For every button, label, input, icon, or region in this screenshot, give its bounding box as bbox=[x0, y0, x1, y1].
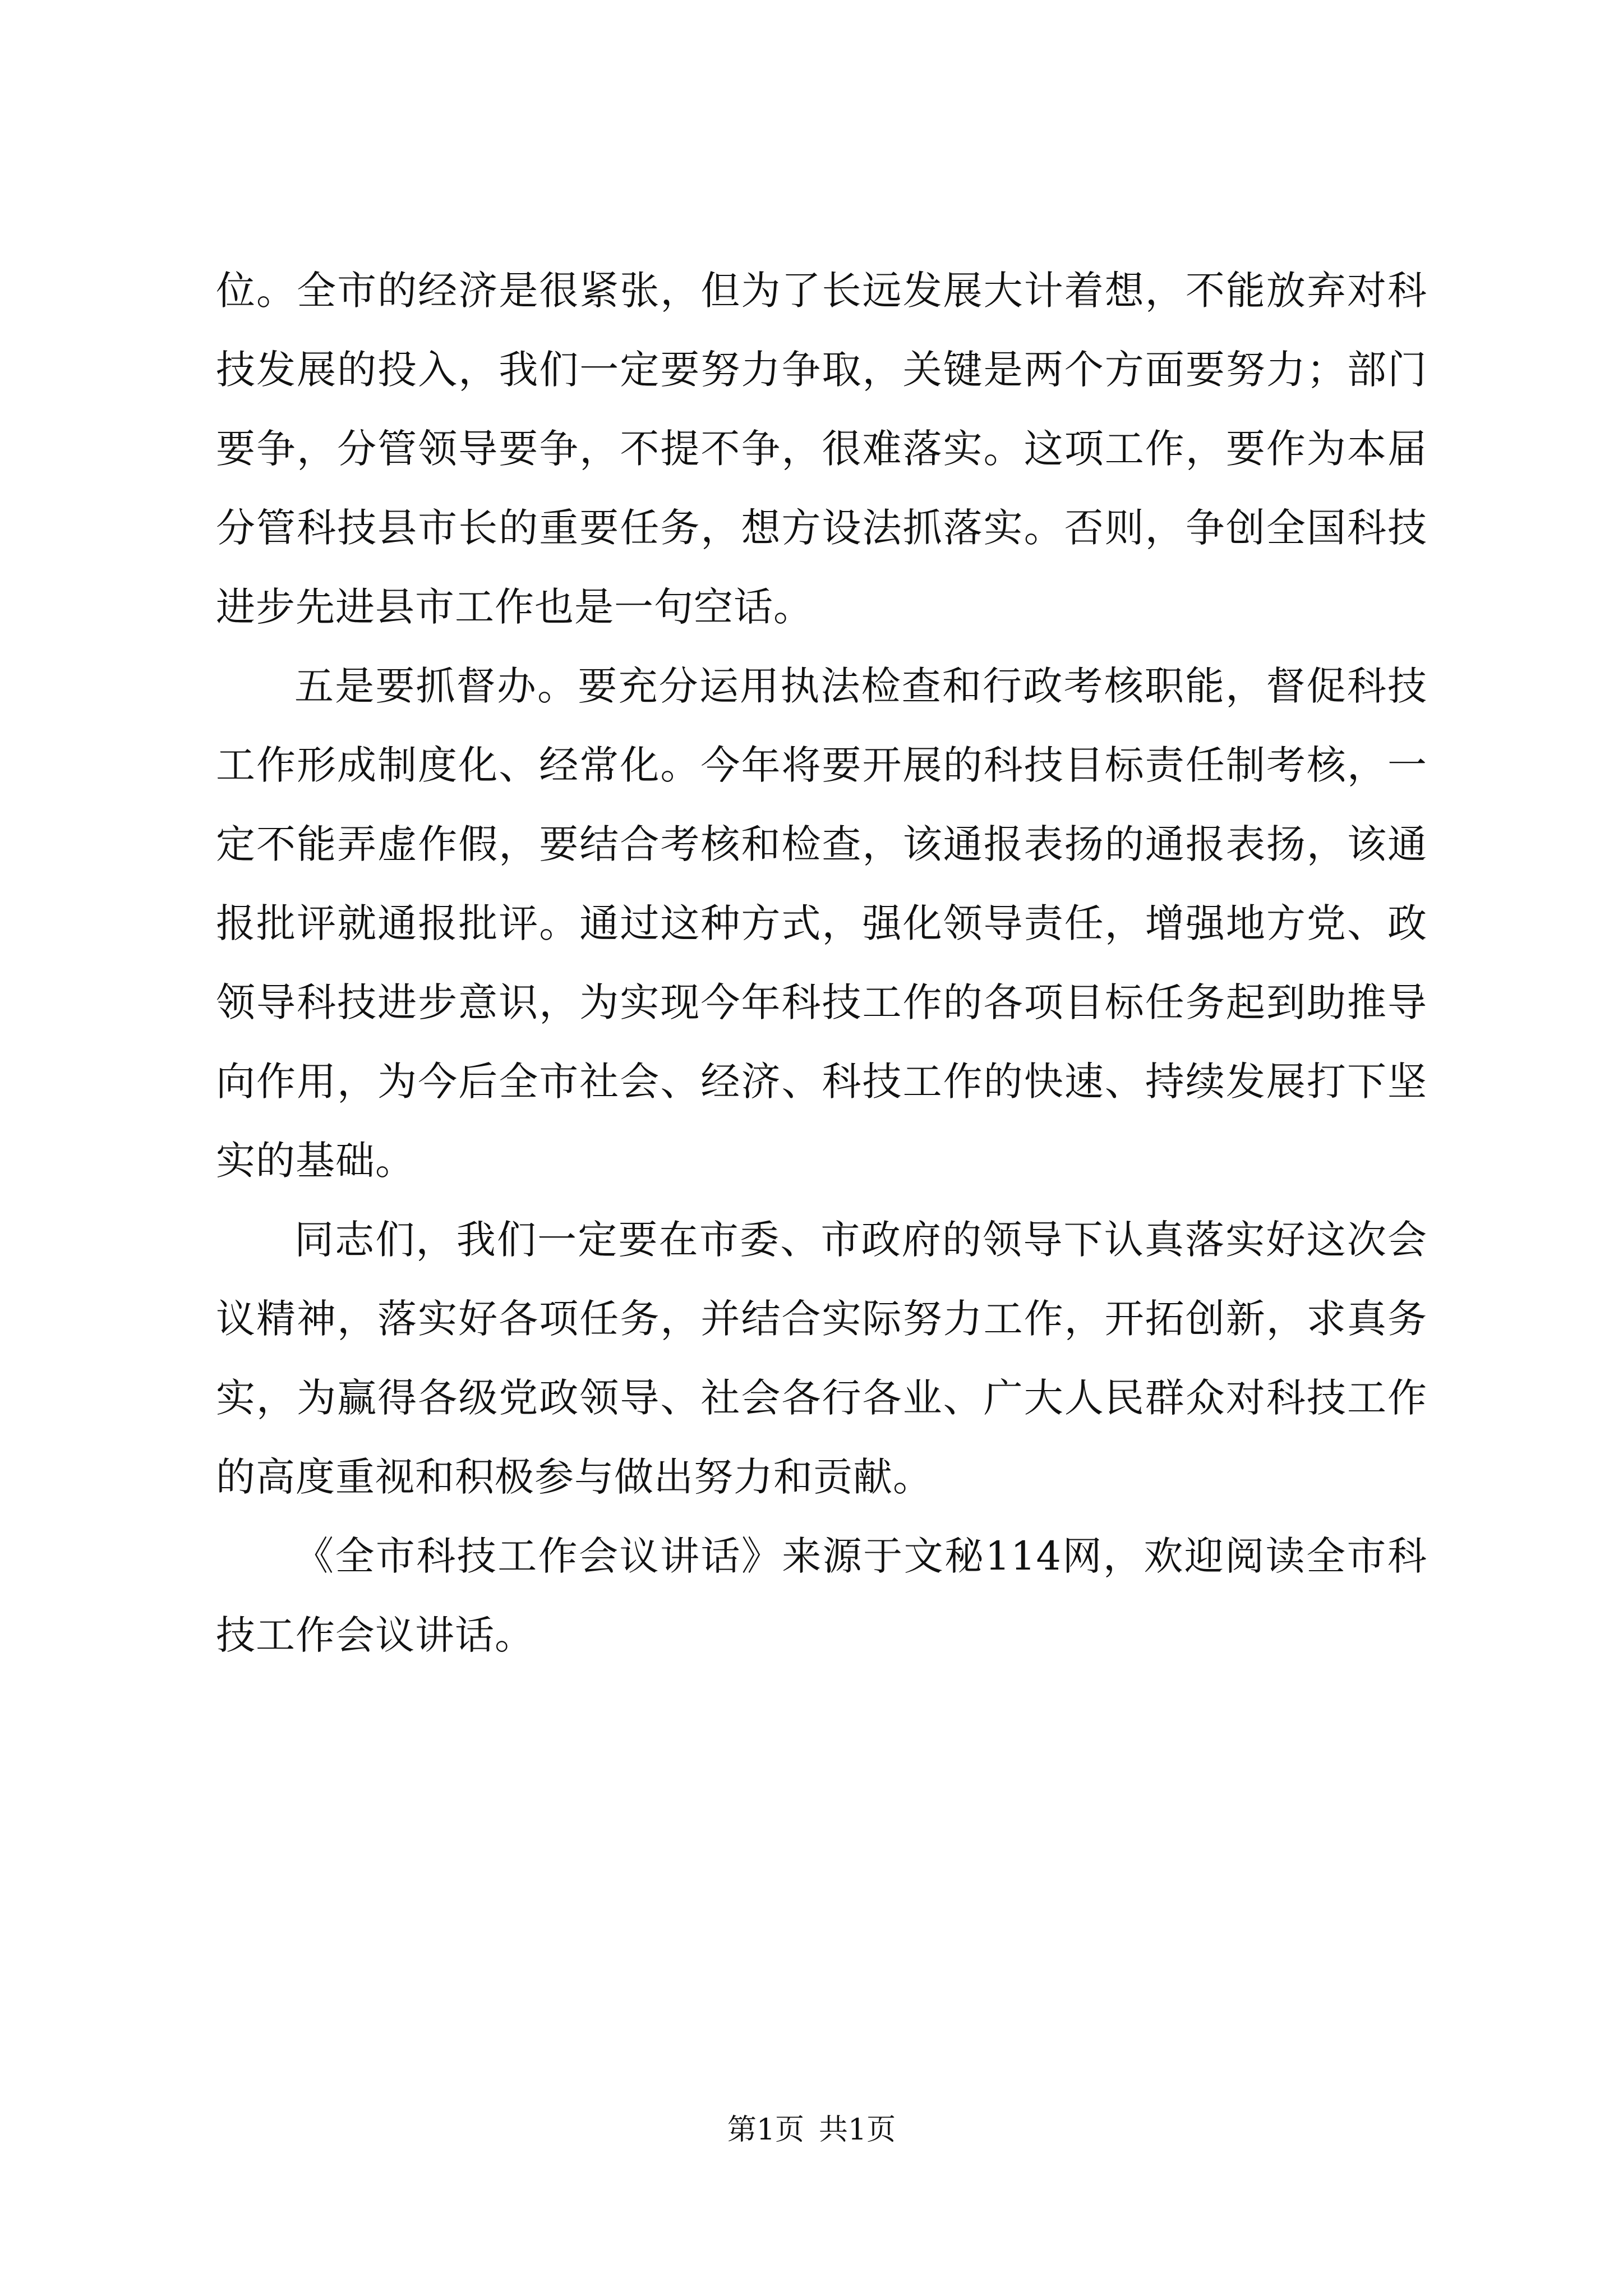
paragraph-1: 位。全市的经济是很紧张，但为了长远发展大计着想，不能放弃对科技发展的投入，我们一定要努力争取，关键是两个方面要努力；部门要争，分管领导要争，不提不争，很难落实。这项工作，要作为本届分管科技县市长的重要任务，想方设法抓落实。否则，争创全国科技进步先进县市工作也是一句空话。 bbox=[216, 268, 1427, 630]
paragraph-4: 《全市科技工作会议讲话》来源于文秘114网，欢迎阅读全市科技工作会议讲话。 bbox=[216, 1533, 1427, 1658]
paragraph-3: 同志们，我们一定要在市委、市政府的领导下认真落实好这次会议精神，落实好各项任务，并结合实际努力工作，开拓创新，求真务实，为赢得各级党政领导、社会各行各业、广大人民群众对科技工作的高度重视和积极参与做出努力和贡献。 bbox=[216, 1217, 1427, 1500]
page-total: 共1页 bbox=[819, 2113, 896, 2147]
page-number: 第1页 bbox=[727, 2113, 804, 2147]
page-footer bbox=[0, 2110, 1623, 2150]
document-body bbox=[216, 251, 1427, 1675]
paragraph-2: 五是要抓督办。要充分运用执法检查和行政考核职能，督促科技工作形成制度化、经常化。今年将要开展的科技目标责任制考核，一定不能弄虚作假，要结合考核和检查，该通报表扬的通报表扬，该通报批评就通报批评。通过这种方式，强化领导责任，增强地方党、政领导科技进步意识，为实现今年科技工作的各项目标任务起到助推导向作用，为今后全市社会、经济、科技工作的快速、持续发展打下坚实的基础。 bbox=[216, 663, 1427, 1184]
